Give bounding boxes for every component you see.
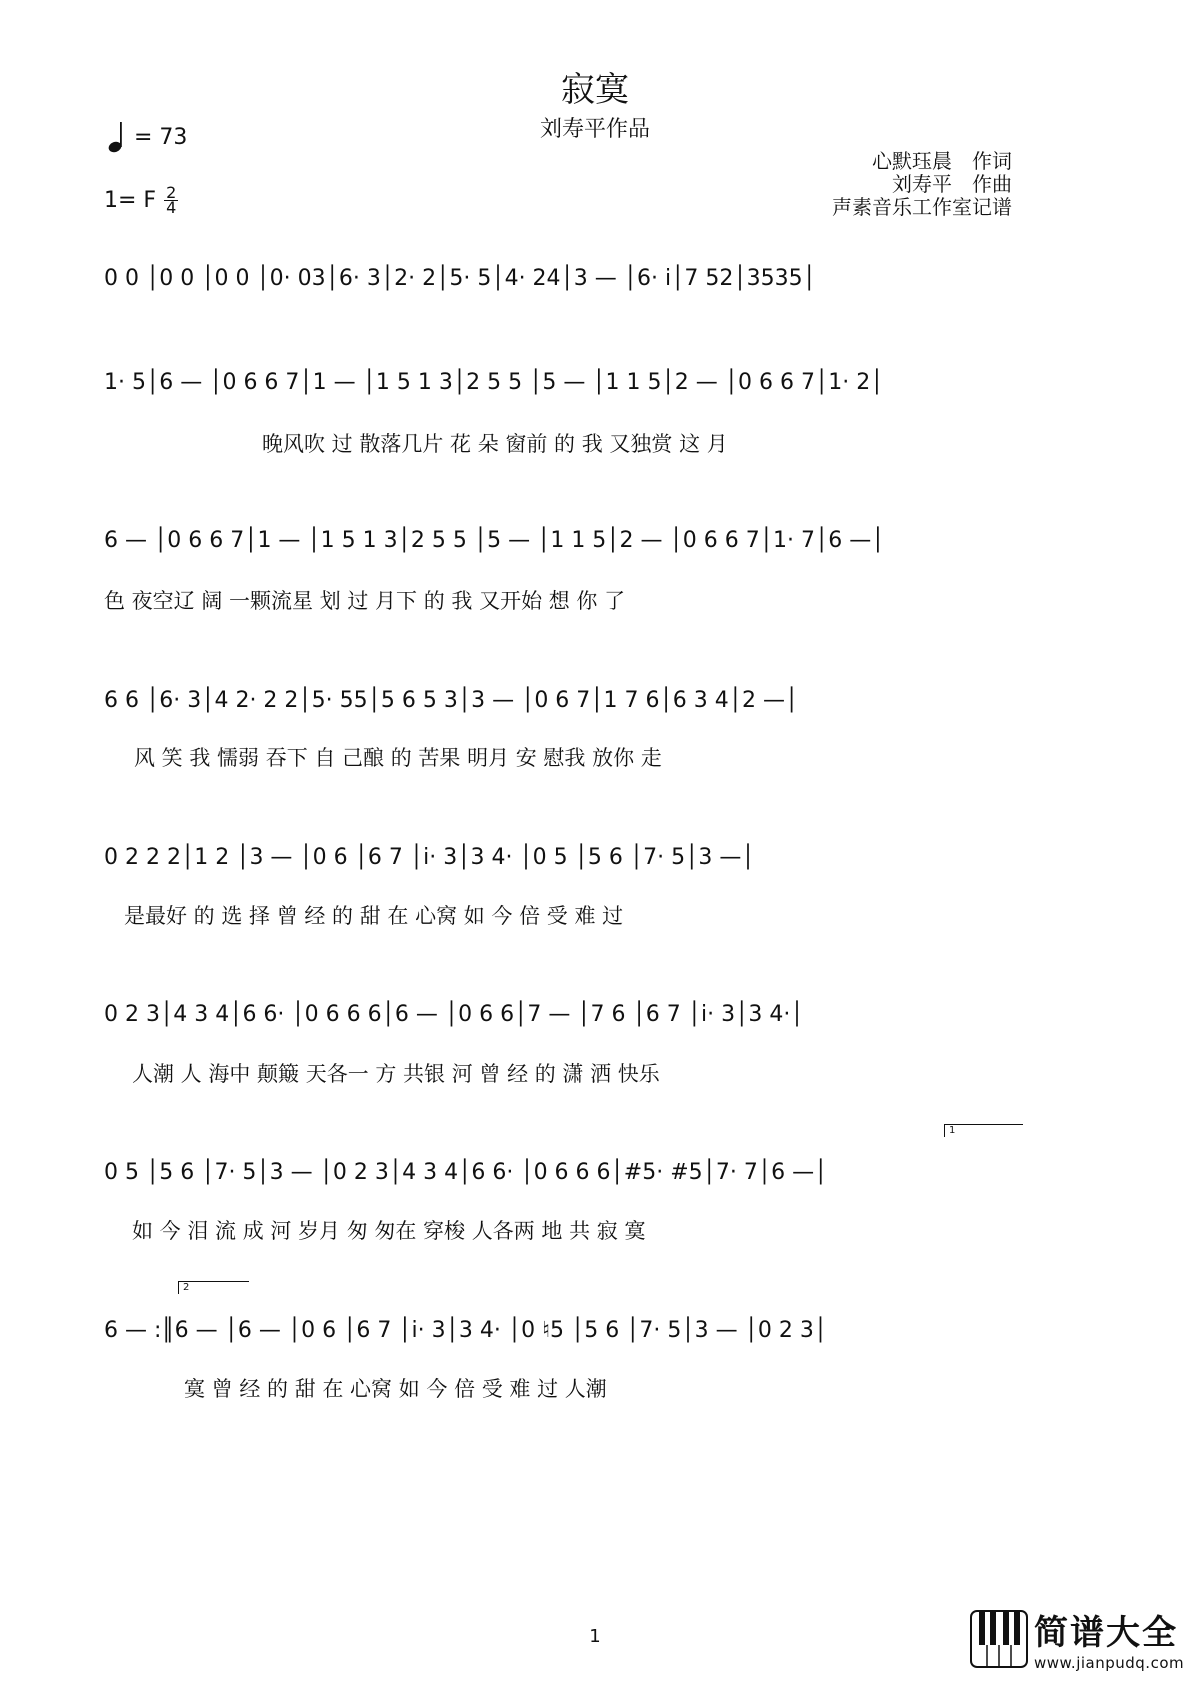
notes-row-6: 0 2 3│4 3 4│6 6· │0 6 6 6│6 — │0 6 6│7 — │7 6 │6 7 │i· 3│3 4·│ <box>104 1002 804 1027</box>
credits <box>832 150 1012 219</box>
watermark <box>970 1605 1184 1672</box>
volta-2-label: 2 <box>183 1282 190 1293</box>
piano-keys-icon <box>970 1609 1028 1669</box>
notes-row-2: 1· 5│6 — │0 6 6 7│1 — │1 5 1 3│2 5 5 │5 — │1 1 5│2 — │0 6 6 7│1· 2│ <box>104 370 884 395</box>
lyrics-row-3: 色 夜空辽 阔 一颗流星 划 过 月下 的 我 又开始 想 你 了 <box>104 589 626 613</box>
lyrics-row-7: 如 今 泪 流 成 河 岁月 匆 匆在 穿梭 人各两 地 共 寂 寞 <box>132 1219 646 1243</box>
composer-credit: 刘寿平 作曲 <box>892 172 1012 196</box>
notes-row-3: 6 — │0 6 6 7│1 — │1 5 1 3│2 5 5 │5 — │1 1 5│2 — │0 6 6 7│1· 7│6 —│ <box>104 528 885 553</box>
lyricist-credit: 心默珏晨 作词 <box>872 149 1012 173</box>
notes-row-4: 6 6 │6· 3│4 2· 2 2│5· 55│5 6 5 3│3 — │0 6 7│1 7 6│6 3 4│2 —│ <box>104 688 799 713</box>
key-signature <box>104 183 178 217</box>
watermark-url: www.jianpudq.com <box>1034 1654 1185 1672</box>
volta-1-bracket <box>944 1124 1023 1137</box>
watermark-title: 简谱大全 <box>1034 1613 1178 1653</box>
volta-2-bracket <box>178 1281 249 1294</box>
transcriber-credit: 声素音乐工作室记谱 <box>832 195 1012 219</box>
score-title: 寂寞 <box>561 70 629 110</box>
key-label: 1= F <box>104 188 157 213</box>
quarter-note-icon <box>108 120 126 154</box>
lyrics-row-2: 晚风吹 过 散落几片 花 朵 窗前 的 我 又独赏 这 月 <box>262 432 728 456</box>
tempo-value: = 73 <box>134 124 188 150</box>
lyrics-row-8: 寞 曾 经 的 甜 在 心窝 如 今 倍 受 难 过 人潮 <box>184 1377 607 1401</box>
notes-row-1: 0 0 │0 0 │0 0 │0· 03│6· 3│2· 2│5· 5│4· 24│3 — │6· i│7 52│3535│ <box>104 266 816 291</box>
volta-1-label: 1 <box>949 1125 956 1136</box>
lyrics-row-6: 人潮 人 海中 颠簸 天各一 方 共银 河 曾 经 的 潇 洒 快乐 <box>132 1062 660 1086</box>
time-bottom: 4 <box>166 198 177 217</box>
notes-row-5: 0 2 2 2│1 2 │3 — │0 6 │6 7 │i· 3│3 4· │0 5 │5 6 │7· 5│3 —│ <box>104 845 755 870</box>
page-number: 1 <box>589 1626 601 1647</box>
score-subtitle: 刘寿平作品 <box>539 117 650 142</box>
lyrics-row-5: 是最好 的 选 择 曾 经 的 甜 在 心窝 如 今 倍 受 难 过 <box>124 904 624 928</box>
notes-row-7: 0 5 │5 6 │7· 5│3 — │0 2 3│4 3 4│6 6· │0 6 6 6│#5· #5│7· 7│6 —│ <box>104 1160 828 1185</box>
time-signature <box>164 183 178 217</box>
time-top: 2 <box>166 183 177 202</box>
tempo-marking <box>108 120 187 154</box>
notes-row-8: 6 — :║6 — │6 — │0 6 │6 7 │i· 3│3 4· │0 ♮5 │5 6 │7· 5│3 — │0 2 3│ <box>104 1318 828 1343</box>
lyrics-row-4: 风 笑 我 懦弱 吞下 自 己酿 的 苦果 明月 安 慰我 放你 走 <box>134 746 662 770</box>
